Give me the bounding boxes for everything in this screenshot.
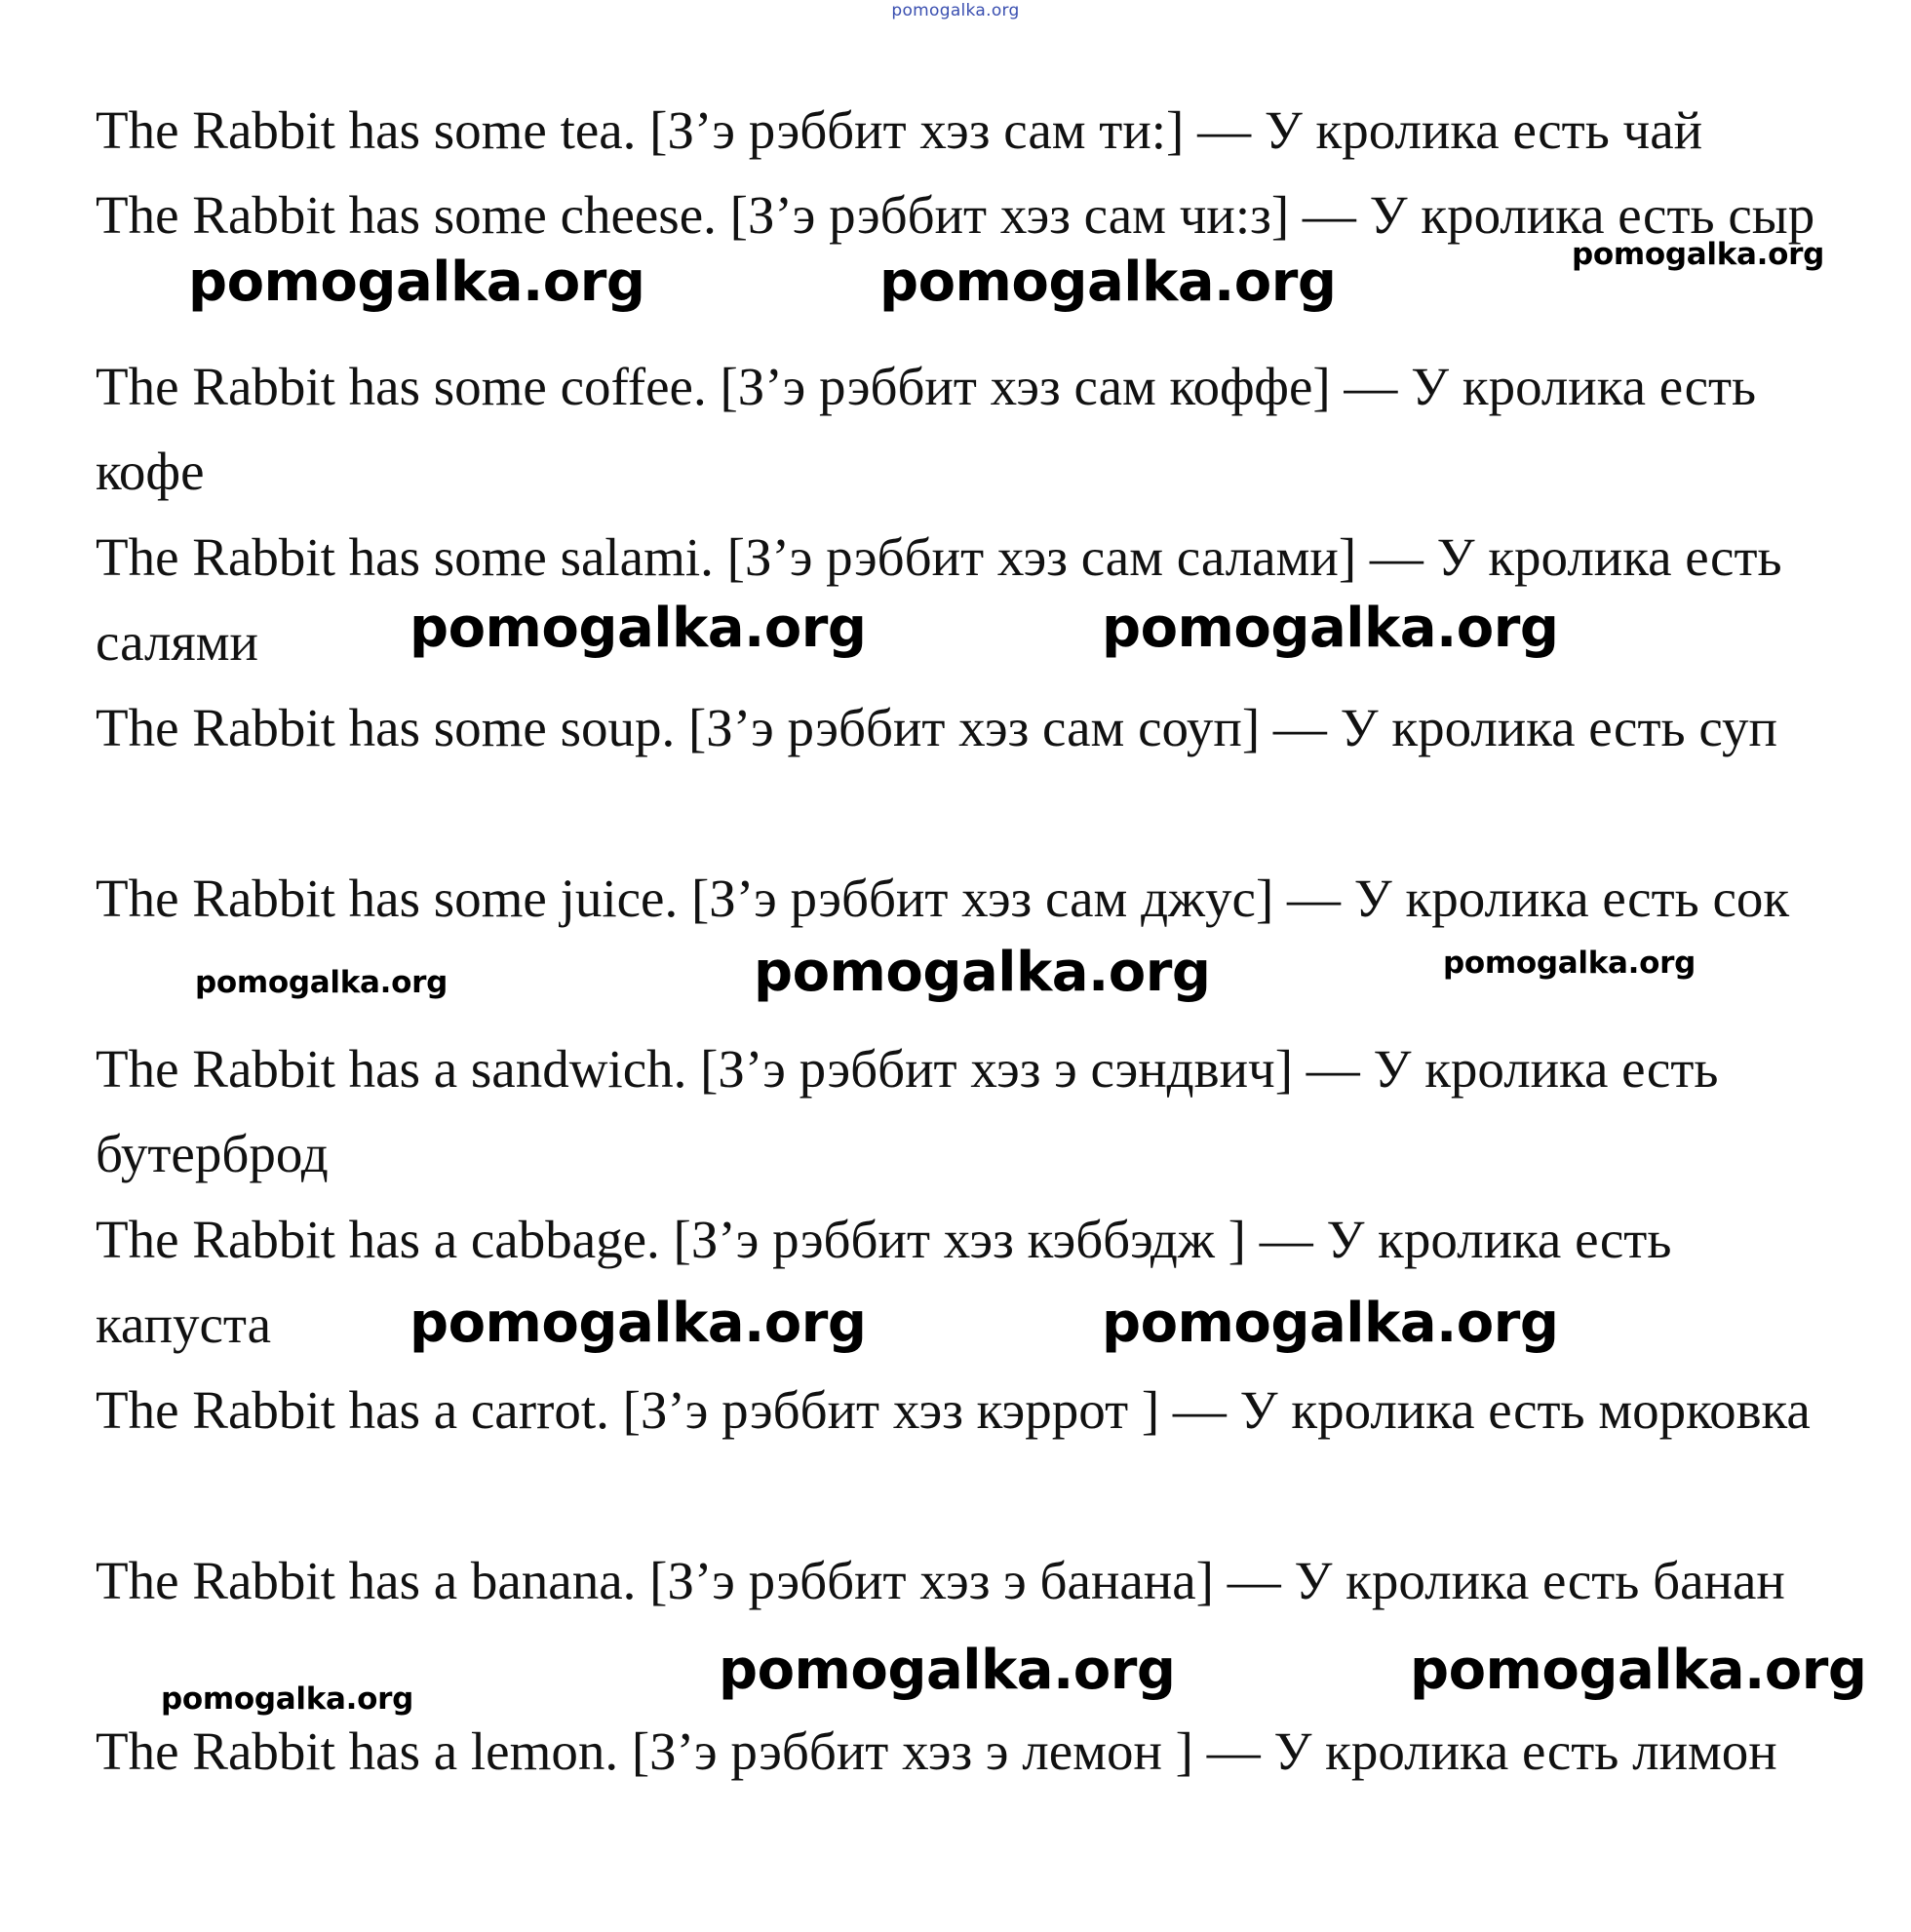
watermark: pomogalka.org — [1572, 237, 1825, 272]
watermark: pomogalka.org — [879, 251, 1337, 314]
vocab-entry-tea: The Rabbit has some tea. [З’э рэббит хэз сам ти:] — У кролика есть чай — [96, 100, 1703, 160]
vocab-entry-salami: The Rabbit has some salami. [З’э рэббит хэз сам салами] — У кролика есть салями — [96, 527, 1782, 672]
vocab-entry-soup: The Rabbit has some soup. [З’э рэббит хэз сам соуп] — У кролика есть суп — [96, 698, 1777, 757]
watermark: pomogalka.org — [188, 251, 645, 314]
watermark: pomogalka.org — [1443, 946, 1696, 981]
vocab-entry-cheese: The Rabbit has some cheese. [З’э рэббит хэз сам чи:з] — У кролика есть сыр — [96, 185, 1815, 245]
vocab-entry-lemon: The Rabbit has a lemon. [З’э рэббит хэз э лемон ] — У кролика есть лимон — [96, 1721, 1777, 1781]
vocab-entry-cabbage: The Rabbit has a cabbage. [З’э рэббит хэз кэббэдж ] — У кролика есть капуста — [96, 1210, 1672, 1354]
vocab-entry-carrot: The Rabbit has a carrot. [З’э рэббит хэз кэррот ] — У кролика есть морковка — [96, 1380, 1811, 1440]
vocab-entry-sandwich: The Rabbit has a sandwich. [З’э рэббит хэз э сэндвич] — У кролика есть бутерброд — [96, 1039, 1719, 1183]
watermark: pomogalka.org — [195, 965, 448, 1000]
source-mark: pomogalka.org — [891, 1, 1020, 20]
watermark: pomogalka.org — [410, 1292, 867, 1355]
vocab-entry-coffee: The Rabbit has some coffee. [З’э рэббит хэз сам коффе] — У кролика есть кофе — [96, 357, 1757, 501]
watermark: pomogalka.org — [1102, 597, 1559, 660]
watermark: pomogalka.org — [1410, 1639, 1867, 1702]
vocab-entry-banana: The Rabbit has a banana. [З’э рэббит хэз э банана] — У кролика есть банан — [96, 1551, 1785, 1610]
vocab-entry-juice: The Rabbit has some juice. [З’э рэббит хэз сам джус] — У кролика есть сок — [96, 869, 1790, 928]
watermark: pomogalka.org — [719, 1639, 1176, 1702]
watermark: pomogalka.org — [754, 941, 1211, 1004]
watermark: pomogalka.org — [161, 1681, 414, 1717]
watermark: pomogalka.org — [410, 597, 867, 660]
watermark: pomogalka.org — [1102, 1292, 1559, 1355]
